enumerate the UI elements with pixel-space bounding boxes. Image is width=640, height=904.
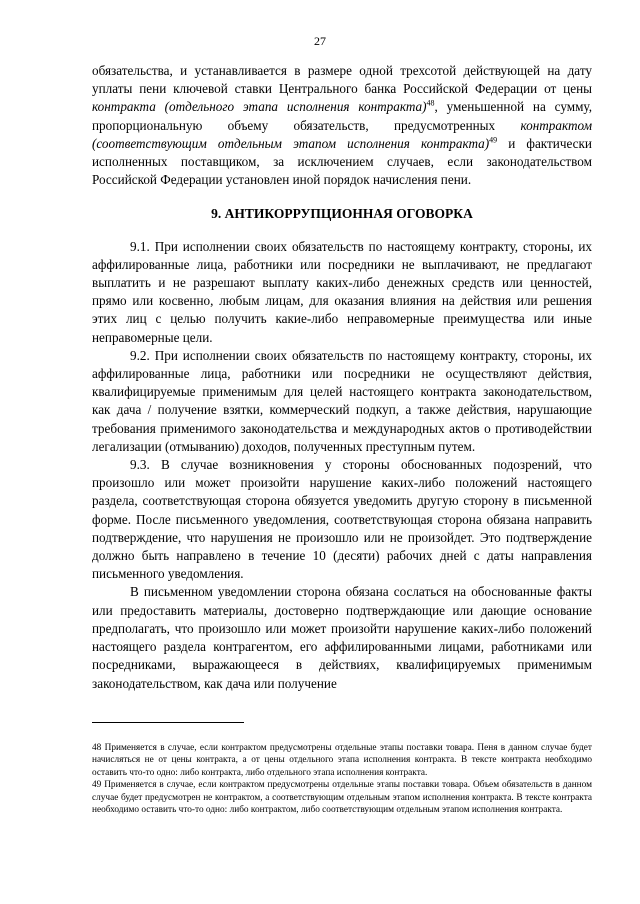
- footnote-49: 49 Применяется в случае, если контрактом предусмотрены отдельные этапы поставки товара. Объем обязательств в данном случае будет предусмотрен не контрактом, а соответствующим отдельным этапом исполнения контракта. В тексте контракта необходимо оставить что-то одно: либо контрактом, либо соответствующим отдельным этапом исполнения контракта.: [92, 780, 592, 816]
- italic-segment: контрактом (соответствующим отдельным этапом исполнения контракта): [92, 117, 592, 151]
- footnote-separator: [92, 722, 244, 723]
- footnotes: [92, 742, 592, 816]
- text-segment: обязательства, и устанавливается в размере одной трехсотой действующей на дату уплаты пени ключевой ставки Центрального банка Российской Федерации от цены: [92, 63, 592, 97]
- paragraph-9-3: 9.3. В случае возникновения у стороны обоснованных подозрений, что произошло или может произойти нарушение каких-либо положений настоящего раздела, соответствующая сторона обязуется уведомить другую сторону в письменной форме. После письменного уведомления, соответствующая сторона обязана направить подтверждение, что нарушения не произошло или не произойдет. Это подтверждение должно быть направлено в течение 10 (десяти) рабочих дней с даты направления письменного уведомления.: [92, 457, 592, 582]
- footnote-48: 48 Применяется в случае, если контрактом предусмотрены отдельные этапы поставки товара. Пеня в данном случае будет начисляться не от цены контракта, а от цены отдельного этапа исполнения контракта. В тексте контракта необходимо оставить что-то одно: либо контракта, либо отдельного этапа исполнения контракта.: [92, 743, 592, 778]
- paragraph-notification: В письменном уведомлении сторона обязана сослаться на обоснованные факты или предоставить материалы, достоверно подтверждающие или дающие основание предполагать, что произошло или может произойти нарушение каких-либо положений настоящего раздела контрагентом, его аффилированными лицами, работниками или посредниками, выражающееся в действиях, квалифицируемых применимым законодательством, как дача или получение: [92, 584, 592, 691]
- footnote-ref-49[interactable]: 49: [489, 135, 498, 145]
- text-segment: и фактически исполненных поставщиком, за исключением случаев, если законодательством Российской Федерации установлен иной порядок начисления пени.: [92, 135, 592, 188]
- document-body: [92, 62, 592, 693]
- italic-segment: контракта (отдельного этапа исполнения контракта): [92, 99, 427, 115]
- paragraph-continuation: [92, 62, 592, 189]
- text-segment: , уменьшенной на сумму, пропорциональную объему обязательств, предусмотренных: [92, 99, 592, 133]
- section-heading: 9. АНТИКОРРУПЦИОННАЯ ОГОВОРКА: [211, 206, 473, 222]
- footnote-ref-48[interactable]: 48: [426, 99, 435, 109]
- paragraph-9-1: 9.1. При исполнении своих обязательств по настоящему контракту, стороны, их аффилированные лица, работники или посредники не выплачивают, не предлагают выплатить и не разрешают выплату каких-либо денежных средств или ценностей, прямо или косвенно, любым лицам, для оказания влияния на действия или решения этих лиц с целью получить какие-либо неправомерные преимущества или иные неправомерные цели.: [92, 238, 592, 345]
- page-number: 27: [314, 34, 326, 48]
- paragraph-9-2: 9.2. При исполнении своих обязательств по настоящему контракту, стороны, их аффилированные лица, работники или посредники не осуществляют действия, квалифицируемые применимым для целей настоящего контракта законодательством, как дача / получение взятки, коммерческий подкуп, а также действия, нарушающие требования применимого законодательства и международных актов о противодействии легализации (отмыванию) доходов, полученных преступным путем.: [92, 347, 592, 454]
